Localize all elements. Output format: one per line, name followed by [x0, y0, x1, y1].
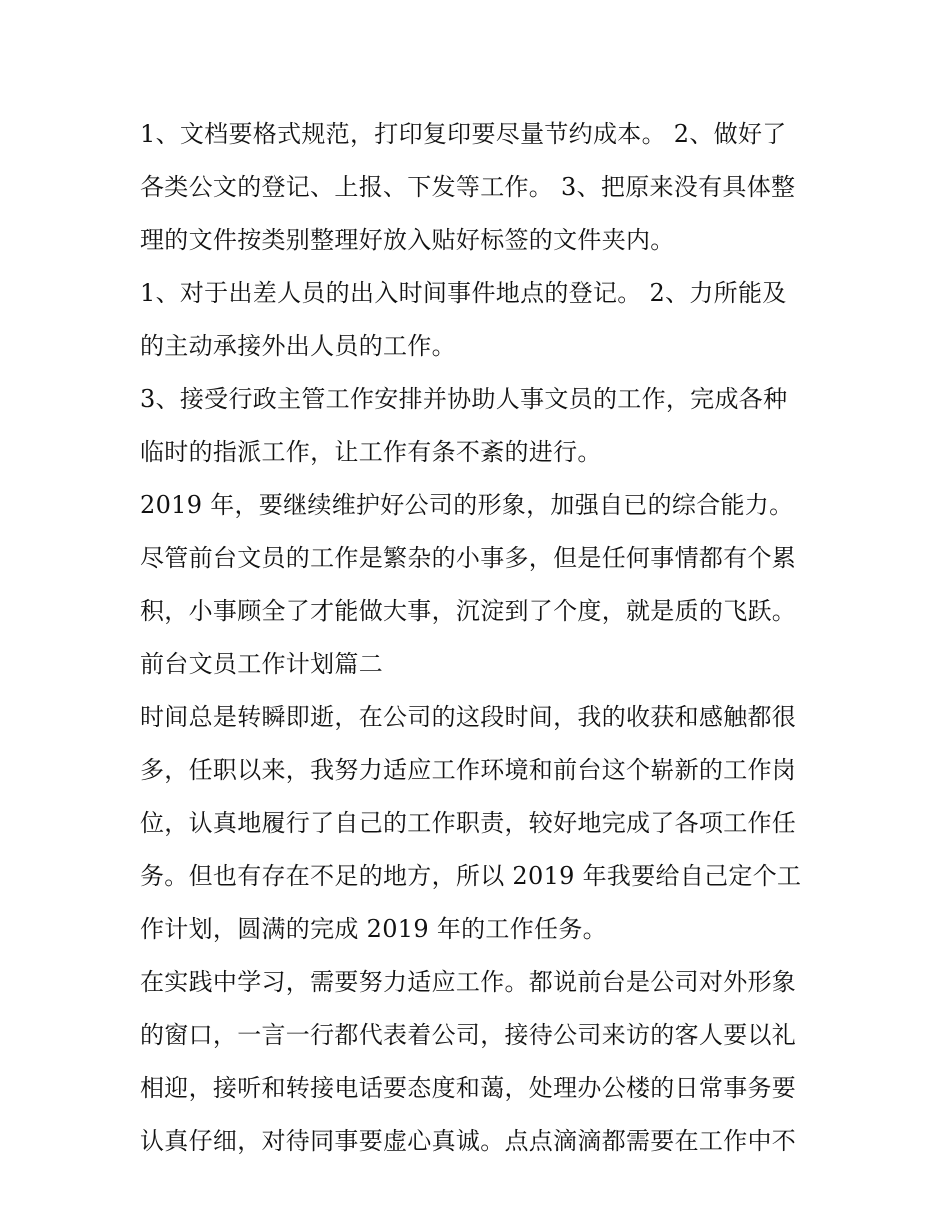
paragraph-business-trip: 1、对于出差人员的出入时间事件地点的登记。 2、力所能及 的主动承接外出人员的工作。: [140, 279, 787, 360]
paragraph-review: 时间总是转瞬即逝，在公司的这段时间，我的收获和感触都很 多，任职以来，我努力适应工作环境和前台这个崭新的工作岗 位，认真地履行了自己的工作职责，较好地完成了各项工作任 务。但也有存在不足的地方，所以 2019 年我要给自己定个工 作计划，圆满的完成 2019 年的工作任务。: [140, 703, 802, 943]
paragraph-accumulation: 尽管前台文员的工作是繁杂的小事多，但是任何事情都有个累 积，小事顾全了才能做大事，沉淀到了个度，就是质的飞跃。: [140, 544, 797, 625]
section-heading: 前台文员工作计划篇二: [140, 650, 383, 678]
paragraph-2019-goal: 2019 年，要继续维护好公司的形象，加强自已的综合能力。: [140, 491, 794, 519]
paragraph-assist-hr: 3、接受行政主管工作安排并协助人事文员的工作，完成各种 临时的指派工作，让工作有条不紊的进行。: [140, 385, 788, 466]
document-body: [140, 108, 820, 1168]
paragraph-office-documents: 1、文档要格式规范，打印复印要尽量节约成本。 2、做好了 各类公文的登记、上报、下发等工作。 3、把原来没有具体整 理的文件按类别整理好放入贴好标签的文件夹内。: [140, 120, 796, 254]
paragraph-learning: 在实践中学习，需要努力适应工作。都说前台是公司对外形象 的窗口，一言一行都代表着公司，接待公司来访的客人要以礼 相迎，接听和转接电话要态度和蔼，处理办公楼的日常事务要 认真仔细，对待同事要虚心真诚。点点滴滴都需要在工作中不: [140, 968, 797, 1155]
